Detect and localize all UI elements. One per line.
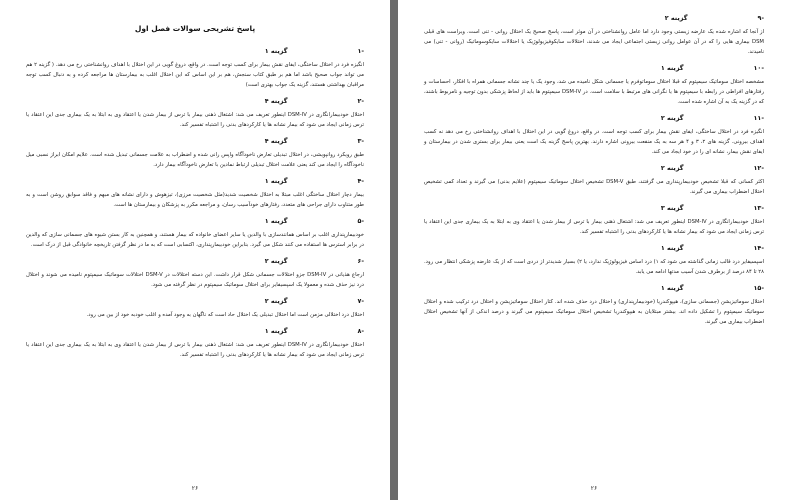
answer-heading: [424, 64, 764, 72]
answer-option-label: گزینه ۱: [660, 64, 684, 72]
answer-option-label: گزینه ۱: [264, 217, 288, 225]
answer-item: [26, 177, 364, 210]
answer-explanation: خودبیمارپنداری اغلب بر اساس همانندسازی با والدین یا سایر اعضای خانواده که بیمار هستند، و همچنین به کار بستن شیوه های جسمانی سازی که والدین در برابر استرس ها استفاده می کنند شکل می گیرد. بنابراین خودبیمارپنداری، اکتسابی است که به ما در نظر گرفتن تاریخچه خانوادگی قبل از درک است.: [26, 232, 364, 248]
answer-explanation: اختلال سوماتیزیشن (جسمانی سازی)، هیپوکندریا (خودبیمارپنداری) و اختلال درد حذف شده اند. کتار اختلال سوماتیزیشن و اختلال درد ترکیب شده و اختلال سوماتیک سیمپتوم را تشکیل داده اند. بیشتر مبتلایان به هیپوکندریا تشخیص اختلال سوماتیک سیمپتوم می گیرند و درصد اندکی از آنها تشخیص اختلال اضطراب بیماری می گیرند.: [424, 299, 764, 325]
answer-heading: [26, 327, 364, 335]
question-number: -۹: [757, 14, 764, 22]
answer-option-label: گزینه ۴: [264, 97, 288, 105]
answer-list: [26, 47, 364, 360]
answer-explanation: انگیزه فرد در اختلال ساختگی، ایفای نقش بیمار برای کسب توجه است. در واقع، دروغ گویی در این اختلال با اهداف روانشناختی رخ می دهد. ( گزینه ۲ هم می تواند جواب صحیح باشد اما هم بر طبق کتاب سنجش، هم بر این اساس که این اختلال اغلب به بیمارستان ها مراجعه کرده و به دنبال کسب توجه مراقبان بهداشتی هستند، گزینه یک جواب بهتری است): [26, 62, 364, 88]
answer-item: [424, 284, 764, 327]
answer-option-label: گزینه ۱: [660, 244, 684, 252]
answer-option-label: گزینه ۲: [664, 14, 688, 22]
answer-explanation: مشخصه اختلال سوماتیک سیمپتوم که قبلا اختلال سوماتوفرم یا جسمانی شکل نامیده می شد، وجود یک یا چند نشانه جسمانی همراه با افکار، احساسات و رفتارهای افراطی در رابطه با سیمپتوم ها یا نگرانی های مرتبط با سلامت است. در DSM-IV سیمپتوم ها باید از لحاظ پزشکی بدون توجیه و نامربوط باشند، که در گزینه یک به آن اشاره شده است.: [424, 79, 764, 105]
answer-explanation: اختلال درد اختلالی مزمن است اما اختلال تبدیلی یک اختلال حاد است که ناگهان به وجود آمده و اغلب خودبه خود از بین می رود.: [86, 312, 364, 318]
question-number: -۱۳: [753, 204, 764, 212]
question-number: -۱۵: [753, 284, 764, 292]
answer-heading: [424, 14, 764, 22]
answer-heading: [424, 244, 764, 252]
page-number: ۲۶: [590, 485, 598, 492]
answer-item: [26, 257, 364, 290]
question-number: -۷: [357, 297, 364, 305]
answer-heading: [26, 137, 364, 145]
answer-explanation: اسپسیفایر درد قالب زمانی گذاشته می شود که ۱) درد اساس فیزیولوژیک ندارد، یا ۲) بسیار شدیدتر از دردی است که از یک عارضه پزشکی انتظار می رود. ۲۸ تا ۸۴ درصد از برطرف شدن آسیب مدتها ادامه می یابد.: [424, 259, 765, 275]
answer-explanation: بیمار دچار اختلال ساختگی اغلب مبتلا به اختلال شخصیت شدید(مثل شخصیت مرزی)، تیزهوش و دارای نشانه های مبهم و فاقد سوابق روشن است و به طور متناوب دارای جراحی های متعدد، رفتارهای خودآسیب رسان، و مراجعه مکرر به پزشکان و بیمارستان ها است.: [26, 192, 364, 208]
answer-explanation: اختلال خودبیمارانگاری در DSM-IV اینطور تعریف می شد: اشتغال ذهنی بیمار با ترس از بیمار شدن یا اعتقاد وی به ابتلا به یک بیماری جدی این اعتقاد یا ترس زمانی ایجاد می شود که بیمار نشانه ها یا کارکردهای بدنی را اشتباه تفسیر کند.: [424, 219, 765, 235]
answer-item: [26, 327, 364, 360]
answer-item: [424, 164, 764, 197]
answer-list: [424, 14, 764, 327]
answer-option-label: گزینه ۲: [264, 297, 288, 305]
page-number: ۲۶: [191, 485, 199, 492]
answer-option-label: گزینه ۲: [660, 164, 684, 172]
answer-heading: [26, 217, 364, 225]
answer-heading: [424, 284, 764, 292]
answer-heading: [26, 97, 364, 105]
answer-option-label: گزینه ۳: [660, 204, 684, 212]
answer-item: [424, 114, 764, 157]
answer-option-label: گزینه ۱: [264, 47, 288, 55]
answer-item: [26, 137, 364, 170]
question-number: -۱۰: [753, 64, 764, 72]
page-title: پاسخ تشریحی سوالات فصل اول: [134, 24, 256, 33]
question-number: -۶: [357, 257, 364, 265]
question-number: -۱۱: [753, 114, 764, 122]
answer-explanation: طبق رویکرد روانپویشی، در اختلال تبدیلی تعارض ناخودآگاه واپس رانی شده و اضطراب به علامت جسمانی تبدیل شده است. علایم امکان ابراز نسبی میل ناخودآگاه را ایجاد می کند یعنی علامت اختلال تبدیلی ارتباط نمادین با تعارض ناخودآگاه بیمار دارد.: [26, 152, 364, 168]
answer-item: [424, 204, 764, 237]
question-number: -۳: [357, 137, 364, 145]
answer-item: [424, 244, 764, 277]
answer-explanation: ارجاع هذیانی در DSM-IV جزو اختلالات جسمانی شکل قرار داشت. این دسته اختلالات در DSM-V اختلالات سوماتیک سیمپتوم نامیده می شوند و اختلال درد نیز حذف شده و معمولا یک اسپسیفایر برای اختلال سوماتیک سیمپتوم در نظر گرفته می شود.: [26, 272, 364, 288]
question-number: -۲: [357, 97, 364, 105]
right-page: [398, 0, 790, 500]
answer-option-label: گزینه ۱: [660, 284, 684, 292]
answer-explanation: انگیزه فرد در اختلال ساختگی، ایفای نقش بیمار برای کسب توجه است. در واقع، دروغ گویی در این اختلال با اهداف روانشناختی رخ می دهد نه کسب اهداف بیرونی. گزینه های ۲، ۳ و ۴ هر سه به یک منفعت بیرونی اشاره دارند. بهترین پاسخ گزینه یک است یعنی بیمار برای بستری شدن در بیمارستان و ایفای نقش بیمار، نشانه ای را در خود ایجاد می کند.: [424, 129, 764, 155]
answer-heading: [26, 177, 364, 185]
answer-heading: [26, 47, 364, 55]
answer-item: [26, 97, 364, 130]
answer-item: [26, 297, 364, 320]
answer-heading: [424, 164, 764, 172]
answer-heading: [26, 257, 364, 265]
answer-explanation: اختلال خودبیمارانگاری در DSM-IV اینطور تعریف می شد: اشتغال ذهنی بیمار با ترس از بیمار شدن یا اعتقاد وی به ابتلا به یک بیماری جدی این اعتقاد یا ترس زمانی ایجاد می شود که بیمار نشانه ها یا کارکردهای بدنی را اشتباه تفسیر کند.: [26, 112, 364, 128]
answer-item: [26, 217, 364, 250]
question-number: -۴: [357, 177, 364, 185]
answer-explanation: اکثر کسانی که قبلا تشخیص خودبیمارپنداری می گرفتند، طبق DSM-V تشخیص اختلال سوماتیک سیمپتوم (علایم بدنی) می گیرند و تعداد کمی تشخیص اختلال اضطراب بیماری می گیرند.: [424, 179, 764, 195]
answer-explanation: از آنجا که اشاره شده یک عارضه زیستی وجود دارد اما عامل روانشناختی در آن موثر است، پاسخ صحیح یک اختلال روانی - تنی است. ویراست های قبلی DSM بیماری هایی را که در آن عوامل روانی زیستی اجتماعی ایجاد می شدند، اختلالات سایکوفیزیولوژیک یا اختلالات سایکوسوماتیک (روانی - تنی) می نامیدند.: [424, 29, 764, 55]
answer-option-label: گزینه ۱: [264, 177, 288, 185]
answer-explanation: اختلال خودبیمارانگاری در DSM-IV اینطور تعریف می شد: اشتغال ذهنی بیمار با ترس از بیمار شدن یا اعتقاد وی به ابتلا به یک بیماری جدی این اعتقاد یا ترس زمانی ایجاد می شود که بیمار نشانه ها یا کارکردهای بدنی را اشتباه تفسیر کند.: [26, 342, 364, 358]
question-number: -۱۲: [753, 164, 764, 172]
left-page: [0, 0, 390, 500]
answer-item: [424, 64, 764, 107]
question-number: -۱: [357, 47, 364, 55]
answer-item: [424, 14, 764, 57]
question-number: -۱۴: [753, 244, 764, 252]
question-number: -۵: [357, 217, 364, 225]
question-number: -۸: [357, 327, 364, 335]
answer-heading: [26, 297, 364, 305]
answer-heading: [424, 204, 764, 212]
answer-option-label: گزینه ۲: [264, 257, 288, 265]
answer-option-label: گزینه ۱: [264, 327, 288, 335]
answer-item: [26, 47, 364, 90]
answer-option-label: گزینه ۲: [660, 114, 684, 122]
answer-heading: [424, 114, 764, 122]
answer-option-label: گزینه ۴: [264, 137, 288, 145]
